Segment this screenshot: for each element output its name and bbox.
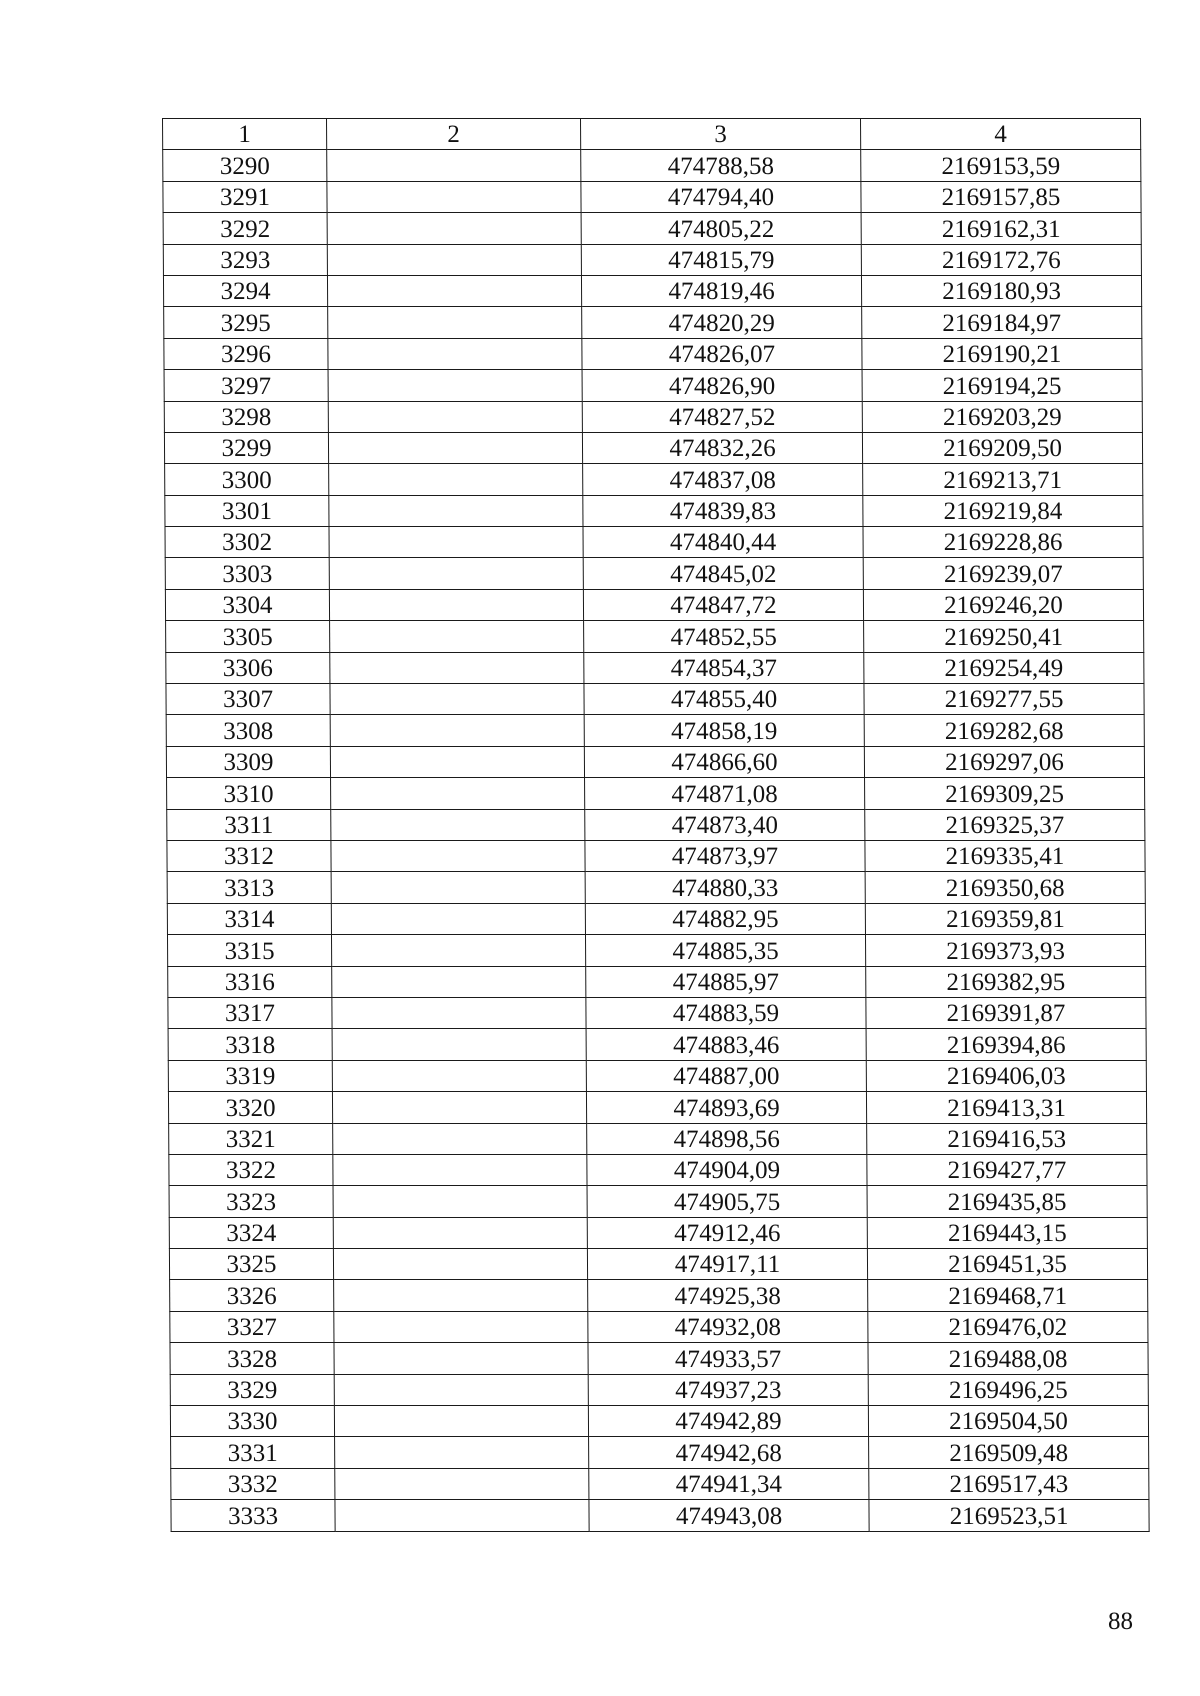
- table-cell-col-1: 3298: [164, 401, 328, 432]
- table-row: [166, 621, 1144, 652]
- table-cell-col-3: 474820,29: [582, 307, 862, 338]
- table-cell-col-1: 3331: [171, 1437, 335, 1468]
- table-cell-col-2: [330, 621, 584, 652]
- table-cell-col-1: 3328: [170, 1343, 334, 1374]
- table-row: [166, 684, 1144, 715]
- table-cell-col-4: 2169228,86: [863, 527, 1143, 558]
- table-row: [168, 966, 1146, 997]
- header-cell-2: 2: [327, 119, 581, 150]
- table-row: [170, 1343, 1148, 1374]
- table-row: [171, 1437, 1149, 1468]
- table-cell-col-3: 474893,69: [586, 1092, 866, 1123]
- table-cell-col-2: [329, 464, 583, 495]
- table-row: [169, 1154, 1147, 1185]
- table-cell-col-1: 3323: [169, 1186, 333, 1217]
- table-cell-col-3: 474819,46: [581, 275, 861, 306]
- table-row: [163, 150, 1141, 181]
- table-row: [168, 1060, 1146, 1091]
- table-cell-col-1: 3300: [165, 464, 329, 495]
- table-row: [165, 558, 1143, 589]
- table-cell-col-4: 2169213,71: [863, 464, 1143, 495]
- table-cell-col-4: 2169391,87: [866, 997, 1146, 1028]
- table-cell-col-4: 2169246,20: [863, 589, 1143, 620]
- table-row: [164, 401, 1142, 432]
- table-cell-col-4: 2169413,31: [866, 1092, 1146, 1123]
- table-row: [166, 746, 1144, 777]
- table-row: [171, 1468, 1149, 1499]
- table-row: [168, 1029, 1146, 1060]
- table-cell-col-2: [329, 527, 583, 558]
- table-row: [165, 589, 1143, 620]
- table-row: [169, 1123, 1147, 1154]
- table-cell-col-1: 3310: [167, 778, 331, 809]
- table-cell-col-2: [331, 840, 585, 871]
- table-row: [166, 715, 1144, 746]
- table-cell-col-3: 474866,60: [584, 746, 864, 777]
- table-cell-col-3: 474854,37: [584, 652, 864, 683]
- table-cell-col-3: 474847,72: [583, 589, 863, 620]
- table-cell-col-4: 2169350,68: [865, 872, 1145, 903]
- table-cell-col-1: 3326: [170, 1280, 334, 1311]
- table-cell-col-1: 3309: [166, 746, 330, 777]
- table-cell-col-1: 3311: [167, 809, 331, 840]
- table-cell-col-3: 474917,11: [587, 1249, 867, 1280]
- table-cell-col-1: 3325: [169, 1249, 333, 1280]
- table-cell-col-1: 3292: [163, 213, 327, 244]
- table-cell-col-2: [331, 935, 585, 966]
- table-cell-col-4: 2169427,77: [867, 1154, 1147, 1185]
- table-cell-col-1: 3291: [163, 181, 327, 212]
- table-cell-col-4: 2169297,06: [864, 746, 1144, 777]
- table-row: [171, 1500, 1149, 1531]
- table-cell-col-3: 474937,23: [588, 1374, 868, 1405]
- table-header: [163, 119, 1141, 150]
- table-cell-col-3: 474942,89: [588, 1406, 868, 1437]
- table-cell-col-2: [334, 1311, 588, 1342]
- table-cell-col-1: 3297: [164, 370, 328, 401]
- table-cell-col-2: [333, 1217, 587, 1248]
- table-cell-col-4: 2169335,41: [865, 840, 1145, 871]
- table-cell-col-3: 474873,40: [585, 809, 865, 840]
- table-cell-col-1: 3295: [164, 307, 328, 338]
- table-row: [165, 495, 1143, 526]
- table-cell-col-4: 2169468,71: [868, 1280, 1148, 1311]
- table-cell-col-3: 474815,79: [581, 244, 861, 275]
- table-cell-col-2: [327, 150, 581, 181]
- table-cell-col-4: 2169309,25: [865, 778, 1145, 809]
- table-cell-col-2: [330, 652, 584, 683]
- table-row: [164, 370, 1142, 401]
- table-cell-col-4: 2169277,55: [864, 684, 1144, 715]
- table-cell-col-3: 474832,26: [582, 432, 862, 463]
- table-cell-col-4: 2169496,25: [868, 1374, 1148, 1405]
- table-cell-col-2: [330, 684, 584, 715]
- table-cell-col-4: 2169373,93: [865, 935, 1145, 966]
- table-cell-col-3: 474852,55: [584, 621, 864, 652]
- table-cell-col-3: 474826,90: [582, 370, 862, 401]
- table-cell-col-1: 3322: [169, 1154, 333, 1185]
- table-cell-col-1: 3316: [168, 966, 332, 997]
- page-number: 88: [1108, 1608, 1133, 1635]
- table-cell-col-2: [333, 1186, 587, 1217]
- table-cell-col-1: 3315: [167, 935, 331, 966]
- table-cell-col-3: 474898,56: [587, 1123, 867, 1154]
- table-cell-col-2: [327, 275, 581, 306]
- table-cell-col-4: 2169382,95: [866, 966, 1146, 997]
- table-cell-col-1: 3307: [166, 684, 330, 715]
- table-cell-col-3: 474933,57: [588, 1343, 868, 1374]
- table-cell-col-4: 2169153,59: [861, 150, 1141, 181]
- table-row: [170, 1280, 1148, 1311]
- table-cell-col-3: 474883,46: [586, 1029, 866, 1060]
- table-cell-col-1: 3317: [168, 997, 332, 1028]
- table-cell-col-4: 2169194,25: [862, 370, 1142, 401]
- table-cell-col-2: [331, 903, 585, 934]
- table-cell-col-4: 2169325,37: [865, 809, 1145, 840]
- table-cell-col-1: 3308: [166, 715, 330, 746]
- table-cell-col-2: [335, 1437, 589, 1468]
- table-cell-col-3: 474840,44: [583, 527, 863, 558]
- table-cell-col-4: 2169250,41: [864, 621, 1144, 652]
- table-cell-col-4: 2169517,43: [869, 1468, 1149, 1499]
- table-row: [170, 1374, 1148, 1405]
- table-cell-col-1: 3318: [168, 1029, 332, 1060]
- table-row: [163, 244, 1141, 275]
- table-cell-col-2: [330, 746, 584, 777]
- table-cell-col-2: [334, 1374, 588, 1405]
- table-cell-col-3: 474905,75: [587, 1186, 867, 1217]
- table-cell-col-2: [330, 715, 584, 746]
- table-cell-col-4: 2169435,85: [867, 1186, 1147, 1217]
- table-cell-col-1: 3312: [167, 840, 331, 871]
- table-row: [167, 809, 1145, 840]
- table-row: [167, 903, 1145, 934]
- table-cell-col-4: 2169180,93: [861, 275, 1141, 306]
- table-body: [163, 150, 1149, 1531]
- table-row: [170, 1406, 1148, 1437]
- table-cell-col-3: 474855,40: [584, 684, 864, 715]
- table-cell-col-4: 2169157,85: [861, 181, 1141, 212]
- table-row: [169, 1217, 1147, 1248]
- table-cell-col-3: 474794,40: [581, 181, 861, 212]
- table-row: [164, 338, 1142, 369]
- table-cell-col-1: 3319: [168, 1060, 332, 1091]
- table-cell-col-4: 2169203,29: [862, 401, 1142, 432]
- table-cell-col-1: 3305: [166, 621, 330, 652]
- table-cell-col-2: [328, 432, 582, 463]
- table-cell-col-3: 474805,22: [581, 213, 861, 244]
- table-cell-col-3: 474839,83: [583, 495, 863, 526]
- table-cell-col-2: [331, 872, 585, 903]
- table-cell-col-2: [335, 1500, 589, 1531]
- table-row: [167, 778, 1145, 809]
- table-cell-col-2: [328, 401, 582, 432]
- table-cell-col-4: 2169416,53: [867, 1123, 1147, 1154]
- table-cell-col-1: 3313: [167, 872, 331, 903]
- table-cell-col-4: 2169162,31: [861, 213, 1141, 244]
- table-cell-col-3: 474932,08: [588, 1311, 868, 1342]
- table-cell-col-1: 3299: [164, 432, 328, 463]
- table-cell-col-4: 2169190,21: [862, 338, 1142, 369]
- table-cell-col-3: 474788,58: [581, 150, 861, 181]
- table-cell-col-2: [327, 213, 581, 244]
- table-cell-col-2: [329, 589, 583, 620]
- table-cell-col-3: 474826,07: [582, 338, 862, 369]
- table-cell-col-2: [332, 997, 586, 1028]
- table-cell-col-1: 3296: [164, 338, 328, 369]
- table-cell-col-4: 2169219,84: [863, 495, 1143, 526]
- table-cell-col-1: 3329: [170, 1374, 334, 1405]
- table-cell-col-4: 2169443,15: [867, 1217, 1147, 1248]
- table-row: [169, 1186, 1147, 1217]
- table-cell-col-3: 474887,00: [586, 1060, 866, 1091]
- table-cell-col-4: 2169254,49: [864, 652, 1144, 683]
- table-cell-col-2: [332, 1060, 586, 1091]
- table-cell-col-2: [327, 181, 581, 212]
- table-cell-col-4: 2169184,97: [862, 307, 1142, 338]
- table-cell-col-3: 474885,35: [585, 935, 865, 966]
- table-row: [169, 1249, 1147, 1280]
- table-row: [165, 527, 1143, 558]
- table-cell-col-3: 474941,34: [589, 1468, 869, 1499]
- table-cell-col-1: 3332: [171, 1468, 335, 1499]
- table-cell-col-4: 2169523,51: [869, 1500, 1149, 1531]
- table-cell-col-4: 2169394,86: [866, 1029, 1146, 1060]
- table-row: [165, 464, 1143, 495]
- table-cell-col-2: [333, 1123, 587, 1154]
- table-cell-col-3: 474871,08: [585, 778, 865, 809]
- table-cell-col-2: [335, 1468, 589, 1499]
- table-cell-col-3: 474942,68: [589, 1437, 869, 1468]
- table-cell-col-2: [329, 558, 583, 589]
- table-row: [168, 997, 1146, 1028]
- table-cell-col-2: [327, 244, 581, 275]
- table-row: [167, 872, 1145, 903]
- table-cell-col-3: 474827,52: [582, 401, 862, 432]
- table-cell-col-4: 2169209,50: [862, 432, 1142, 463]
- table-cell-col-4: 2169488,08: [868, 1343, 1148, 1374]
- table-cell-col-2: [332, 1092, 586, 1123]
- header-cell-1: 1: [163, 119, 327, 150]
- coordinates-table: [162, 118, 1150, 1532]
- table-cell-col-3: 474904,09: [587, 1154, 867, 1185]
- table-cell-col-1: 3330: [170, 1406, 334, 1437]
- table-cell-col-1: 3320: [168, 1092, 332, 1123]
- table-row: [167, 840, 1145, 871]
- table-row: [164, 432, 1142, 463]
- table-cell-col-2: [331, 809, 585, 840]
- table-cell-col-1: 3301: [165, 495, 329, 526]
- table-cell-col-1: 3327: [170, 1311, 334, 1342]
- table-cell-col-4: 2169172,76: [861, 244, 1141, 275]
- table-row: [166, 652, 1144, 683]
- table-cell-col-3: 474837,08: [583, 464, 863, 495]
- table-cell-col-2: [328, 370, 582, 401]
- table-cell-col-2: [332, 1029, 586, 1060]
- table-cell-col-2: [328, 338, 582, 369]
- table-cell-col-3: 474882,95: [585, 903, 865, 934]
- table-cell-col-1: 3290: [163, 150, 327, 181]
- table-cell-col-1: 3293: [163, 244, 327, 275]
- table-cell-col-3: 474925,38: [588, 1280, 868, 1311]
- table-cell-col-2: [333, 1154, 587, 1185]
- table-cell-col-4: 2169451,35: [867, 1249, 1147, 1280]
- table-row: [170, 1311, 1148, 1342]
- table-cell-col-1: 3321: [169, 1123, 333, 1154]
- table-cell-col-1: 3333: [171, 1500, 335, 1531]
- table-cell-col-1: 3306: [166, 652, 330, 683]
- table-cell-col-1: 3294: [163, 275, 327, 306]
- table-cell-col-4: 2169509,48: [869, 1437, 1149, 1468]
- table-cell-col-1: 3304: [165, 589, 329, 620]
- table-cell-col-2: [334, 1280, 588, 1311]
- table-cell-col-2: [328, 307, 582, 338]
- table-row: [163, 181, 1141, 212]
- table-cell-col-4: 2169239,07: [863, 558, 1143, 589]
- table-cell-col-2: [334, 1406, 588, 1437]
- table-cell-col-1: 3303: [165, 558, 329, 589]
- table-cell-col-1: 3302: [165, 527, 329, 558]
- table-cell-col-1: 3324: [169, 1217, 333, 1248]
- table-cell-col-3: 474943,08: [589, 1500, 869, 1531]
- table-row: [163, 213, 1141, 244]
- table-cell-col-1: 3314: [167, 903, 331, 934]
- table-cell-col-2: [329, 495, 583, 526]
- table-header-row: [163, 119, 1141, 150]
- table-cell-col-2: [331, 778, 585, 809]
- table-cell-col-3: 474845,02: [583, 558, 863, 589]
- table-cell-col-3: 474873,97: [585, 840, 865, 871]
- table-row: [168, 1092, 1146, 1123]
- table-cell-col-4: 2169359,81: [865, 903, 1145, 934]
- table-cell-col-3: 474912,46: [587, 1217, 867, 1248]
- table-row: [164, 307, 1142, 338]
- table-cell-col-3: 474885,97: [586, 966, 866, 997]
- table-cell-col-4: 2169504,50: [868, 1406, 1148, 1437]
- header-cell-4: 4: [861, 119, 1141, 150]
- table-row: [163, 275, 1141, 306]
- table-cell-col-4: 2169476,02: [868, 1311, 1148, 1342]
- table-cell-col-2: [334, 1343, 588, 1374]
- table-cell-col-3: 474858,19: [584, 715, 864, 746]
- table-cell-col-2: [332, 966, 586, 997]
- table-cell-col-4: 2169406,03: [866, 1060, 1146, 1091]
- table-cell-col-3: 474883,59: [586, 997, 866, 1028]
- table-cell-col-3: 474880,33: [585, 872, 865, 903]
- header-cell-3: 3: [581, 119, 861, 150]
- table-row: [167, 935, 1145, 966]
- table-cell-col-4: 2169282,68: [864, 715, 1144, 746]
- table-cell-col-2: [333, 1249, 587, 1280]
